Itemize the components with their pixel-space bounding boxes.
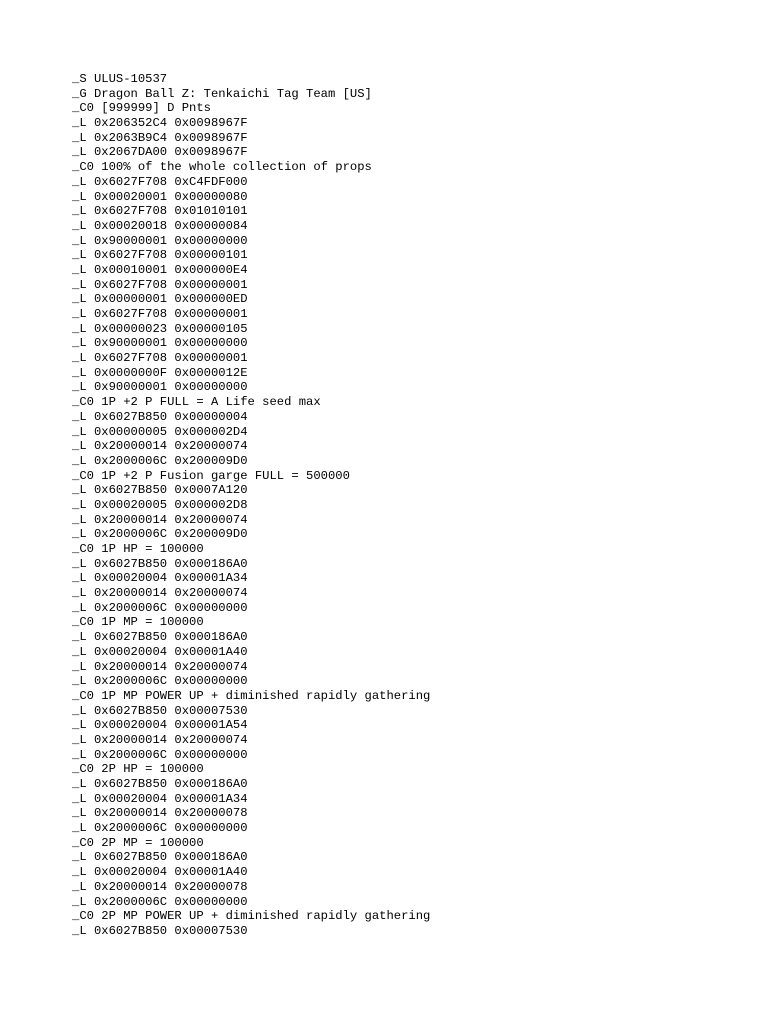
code-line: _L 0x00020004 0x00001A34 <box>72 571 248 586</box>
code-line: _L 0x2000006C 0x200009D0 <box>72 453 248 468</box>
code-line: _L 0x2000006C 0x00000000 <box>72 821 248 836</box>
code-line: _L 0x6027F708 0x00000001 <box>72 307 248 321</box>
code-line: _L 0x90000001 0x00000000 <box>72 380 248 395</box>
code-section-title: _C0 100% of the whole collection of props <box>72 160 372 175</box>
code-line: _L 0x00020018 0x00000084 <box>72 218 248 233</box>
code-line: _L 0x6027B850 0x000186A0 <box>72 850 248 865</box>
code-line: _L 0x6027F708 0x01010101 <box>72 204 248 219</box>
code-line: _L 0x2067DA00 0x0098967F <box>72 145 248 160</box>
code-section-title: _C0 1P +2 P Fusion garge FULL = 500000 <box>72 468 350 483</box>
code-section-title: _C0 2P HP = 100000 <box>72 762 204 777</box>
code-line: _L 0x6027B850 0x00007530 <box>72 703 248 718</box>
code-section-title: _C0 1P +2 P FULL = A Life seed max <box>72 395 321 410</box>
code-line: _L 0x6027B850 0x00000004 <box>72 409 248 424</box>
code-line: _L 0x0000000F 0x0000012E <box>72 365 248 380</box>
code-line: _L 0x00020001 0x00000080 <box>72 189 248 204</box>
code-line: _L 0x00000001 0x000000ED <box>72 292 248 307</box>
code-section-title: _C0 2P MP POWER UP + diminished rapidly gathering <box>72 909 431 924</box>
code-line: _L 0x2000006C 0x00000000 <box>72 600 248 615</box>
code-line: _L 0x20000014 0x20000078 <box>72 879 248 894</box>
code-line: _L 0x90000001 0x00000000 <box>72 336 248 351</box>
code-line: _L 0x20000014 0x20000078 <box>72 806 248 821</box>
code-line: _L 0x20000014 0x20000074 <box>72 732 248 747</box>
code-line: _L 0x00000023 0x00000105 <box>72 321 248 336</box>
code-line: _L 0x2000006C 0x00000000 <box>72 747 248 762</box>
code-line: _L 0x00000005 0x000002D4 <box>72 424 248 439</box>
code-section-title: _C0 1P MP POWER UP + diminished rapidly gathering <box>72 688 431 703</box>
code-line: _L 0x6027F708 0x00000001 <box>72 351 248 366</box>
code-line: _L 0x00020004 0x00001A54 <box>72 718 248 733</box>
code-section-title: _C0 2P MP = 100000 <box>72 835 204 850</box>
code-line: _L 0x20000014 0x20000074 <box>72 586 248 601</box>
code-line: _L 0x00020004 0x00001A34 <box>72 791 248 806</box>
code-line: _L 0x2000006C 0x200009D0 <box>72 527 248 542</box>
code-line: _L 0x20000014 0x20000074 <box>72 512 248 527</box>
code-line: _L 0x00020004 0x00001A40 <box>72 865 248 880</box>
cheat-code-document <box>72 72 752 939</box>
code-line: _L 0x6027F708 0xC4FDF000 <box>72 174 248 189</box>
code-line: _L 0x6027F708 0x00000101 <box>72 248 248 263</box>
code-section-title: _C0 [999999] D Pnts <box>72 101 211 116</box>
code-line: _L 0x2000006C 0x00000000 <box>72 674 248 689</box>
code-line: _L 0x6027B850 0x00007530 <box>72 923 248 938</box>
code-line: _L 0x00020005 0x000002D8 <box>72 497 248 512</box>
code-line: _L 0x00010001 0x000000E4 <box>72 262 248 277</box>
code-line: _L 0x6027B850 0x000186A0 <box>72 556 248 571</box>
code-line: _L 0x6027B850 0x000186A0 <box>72 777 248 791</box>
code-section-title: _C0 1P HP = 100000 <box>72 542 204 556</box>
code-line: _L 0x206352C4 0x0098967F <box>72 116 248 131</box>
code-section-title: _C0 1P MP = 100000 <box>72 615 204 630</box>
header-serial-line: _S ULUS-10537 <box>72 72 168 86</box>
code-line: _L 0x00020004 0x00001A40 <box>72 644 248 659</box>
code-line: _L 0x20000014 0x20000074 <box>72 659 248 674</box>
code-line: _L 0x6027F708 0x00000001 <box>72 277 248 292</box>
code-line: _L 0x90000001 0x00000000 <box>72 233 248 248</box>
header-game-title-line: _G Dragon Ball Z: Tenkaichi Tag Team [US] <box>72 86 372 101</box>
code-line: _L 0x6027B850 0x000186A0 <box>72 630 248 645</box>
code-line: _L 0x2063B9C4 0x0098967F <box>72 130 248 145</box>
code-line: _L 0x6027B850 0x0007A120 <box>72 483 248 498</box>
code-line: _L 0x20000014 0x20000074 <box>72 439 248 454</box>
code-line: _L 0x2000006C 0x00000000 <box>72 894 248 909</box>
